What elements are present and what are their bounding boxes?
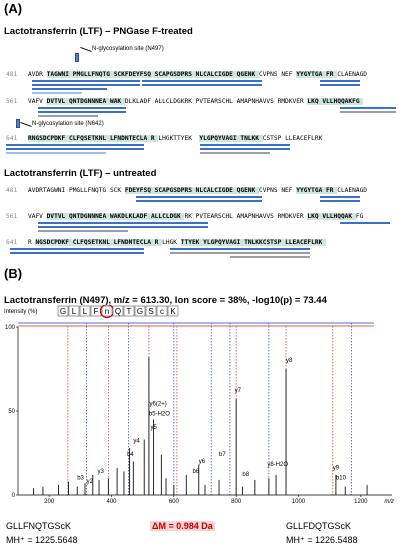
spectrum-title: Lactotransferrin (N497), m/z = 613.30, Ion score = 38%, -log10(p) = 73.44 (4, 295, 327, 306)
sequence-text: LHGKTTYEK (158, 135, 200, 142)
sequence-residue: L (71, 307, 77, 316)
ion-label: y4 (133, 438, 140, 445)
spectrum-chart (0, 305, 406, 505)
x-axis-label: m/z (384, 499, 394, 505)
ion-label: y3 (97, 468, 104, 475)
sequence-text: RK PVTEARSCHL AMAPNHAVVS RMDKVER (184, 213, 308, 220)
x-tick-label: 600 (168, 499, 179, 505)
right-peptide: GLLFDQTGScK (286, 521, 352, 531)
sequence-text: VAFV (28, 213, 47, 220)
sequence-residue: S (148, 307, 154, 316)
covered-sequence: LKQ VLLHQQAK (307, 213, 356, 220)
residue-number: 481 (6, 71, 18, 78)
covered-sequence: DVTVL QNTDGNNNEA WAKDLKLADF ALLCLDGK (46, 213, 185, 220)
ion-label: y8-H2O (267, 462, 289, 469)
ion-label: b5-H2O (148, 411, 170, 418)
ion-label: b8 (242, 472, 250, 479)
untreated-row (6, 187, 371, 195)
ion-label: b4 (127, 452, 134, 459)
ion-label: y9 (332, 465, 340, 472)
sequence-residue: L (82, 307, 88, 316)
sequence-residue: Q (114, 307, 122, 316)
covered-sequence: DVTVL QNTDGNNNEA WAK (46, 98, 125, 105)
sequence-text: CSTSP LLEACEFLRK (262, 135, 327, 142)
residue-number: 641 (6, 239, 18, 246)
ion-label: y2 (86, 478, 93, 485)
sequence-text: DLKLADF ALLCLDGKRK PVTEARSCHL AMAPNHAVVS RMDKVER (124, 98, 308, 105)
sequence-text: CVPNS NEF (258, 187, 297, 194)
covered-sequence: YYGYTGA FR (296, 187, 338, 194)
treated-title: Lactotransferrin (LTF) – PNGase F-treated (4, 26, 193, 37)
treated-row (6, 135, 326, 143)
sequence-text: CLAENAGD (337, 187, 371, 194)
sequence-residue: K (170, 307, 176, 316)
untreated-row (6, 239, 326, 247)
glycan-icon-1 (75, 53, 79, 62)
residue-number: 481 (6, 187, 18, 194)
ion-label: y5 (150, 425, 157, 432)
glyco-site-1-label: N-glycosylation site (N497) (92, 46, 164, 52)
ion-label: y6 (198, 458, 206, 465)
x-tick-label: 400 (106, 499, 117, 505)
covered-sequence: FDEYFSQ SCAPGSDPRS NLCALCIGDE QGENK (124, 187, 259, 194)
ion-label: y6(2+) (149, 401, 167, 408)
untreated-row (6, 213, 367, 221)
treated-row (6, 71, 371, 79)
sequence-residue: c (160, 307, 164, 316)
residue-number: 561 (6, 213, 18, 220)
glyco-site-2-label: N-glycosylation site (N642) (32, 121, 104, 127)
sequence-text: R (28, 239, 36, 246)
ion-label: b10 (335, 475, 346, 482)
sequence-residue: F (93, 307, 99, 316)
untreated-title: Lactotransferrin (LTF) – untreated (4, 168, 157, 179)
glyco-arrow-2 (20, 122, 32, 127)
left-mh: MH⁺ = 1225.5648 (6, 535, 78, 545)
y-tick-label: 100 (4, 325, 15, 331)
x-tick-label: 1200 (354, 499, 368, 505)
x-tick-label: 800 (231, 499, 242, 505)
x-tick-label: 200 (44, 499, 55, 505)
treated-row (6, 98, 363, 106)
glycan-icon-2 (16, 119, 20, 128)
panel-a-label: (A) (4, 1, 23, 16)
sequence-text: CLAENAGD (337, 71, 371, 78)
x-tick-label: 1000 (291, 499, 306, 505)
left-peptide: GLLFNQTGScK (6, 521, 72, 531)
residue-number: 641 (6, 135, 18, 142)
y-tick-label: 50 (8, 409, 15, 415)
covered-sequence: YLGPQYVAGI TNLKK (199, 135, 263, 142)
y-tick-label: 0 (11, 493, 15, 499)
covered-sequence: NGSDCPDKF CLFQSETKNL LFNDNTECLA R (35, 239, 163, 246)
sequence-text: AVDR (28, 71, 47, 78)
covered-sequence: YYGYTGA FR (296, 71, 338, 78)
ion-label: y8 (286, 357, 293, 364)
sequence-text: CVPNS NEF (258, 71, 297, 78)
sequence-text: FG (355, 213, 368, 220)
ion-label: b6 (192, 468, 200, 475)
y-axis-label: Intensity (%) (4, 309, 38, 315)
sequence-text: LHGK (162, 239, 181, 246)
covered-sequence: RNGSDCPDKF CLFQSETKNL LFNDNTECLA R (28, 135, 159, 142)
sequence-residue: G (136, 307, 144, 316)
sequence-text: AVDRTAGWNI PMGLLFNQTG SCK (28, 187, 125, 194)
sequence-residue: n (104, 307, 110, 316)
residue-number: 561 (6, 98, 18, 105)
sequence-text: VAFV (28, 98, 47, 105)
delta-mass: ΔM = 0.984 Da (152, 521, 213, 531)
ion-label: y7 (234, 388, 241, 395)
sequence-residue: T (126, 307, 132, 316)
sequence-residue: G (59, 307, 67, 316)
covered-sequence: LKQ VLLHQQAKFG (307, 98, 364, 105)
covered-sequence: TAGWNI PMGLLFNQTG SCKFDEYFSQ SCAPGSDPRS NLCALCIGDE QGENK (46, 71, 259, 78)
right-mh: MH⁺ = 1226.5488 (286, 535, 358, 545)
covered-sequence: TTYEK YLGPQYVAGI TNLKKCSTSP LLEACEFLRK (180, 239, 327, 246)
ion-label: b3 (77, 475, 84, 482)
ion-label: b7 (219, 452, 226, 459)
panel-b-label: (B) (4, 266, 23, 281)
glyco-arrow-1 (80, 47, 92, 52)
